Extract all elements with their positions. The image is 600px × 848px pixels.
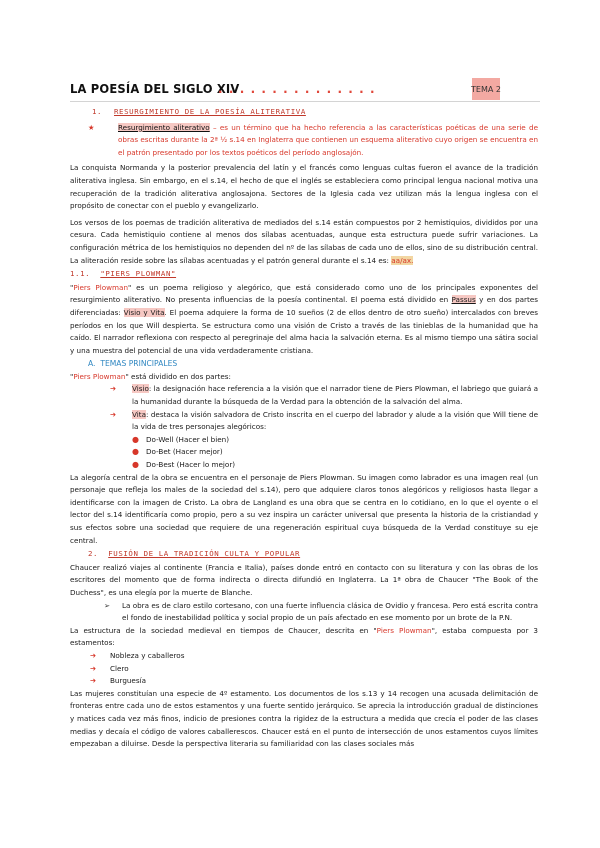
list-item: ➢ La obra es de claro estilo cortesano, con una fuerte influencia clásica de Ovidio y francesa. Pero está escrita contra el fondo de inestabilidad política y social propio de un país afectado en ese momento por un brote de la P.N. (104, 600, 538, 623)
list-item: ● Do-Well (Hacer el bien) (70, 434, 538, 447)
dot-bullet-icon: ● (132, 447, 139, 457)
list-item: ➔ Vita: destaca la visión salvadora de Cristo inscrita en el cuerpo del labrador y alude a la visión que Will tiene de la vida de tres personajes alegóricos: (110, 409, 538, 432)
list-item: ● Do-Best (Hacer lo mejor) (70, 459, 538, 472)
section-1-heading: 1. RESURGIMIENTO DE LA POESÍA ALITERATIVA (92, 107, 306, 116)
dot-bullet-icon: ● (132, 460, 139, 470)
arrow-bullet-icon: ➔ (90, 676, 97, 686)
list-item: ➔ Nobleza y caballeros (70, 650, 538, 663)
list-item: ➔ Burguesía (70, 675, 538, 688)
work-title: Piers Plowman (73, 282, 129, 292)
arrow-bullet-icon: ➔ (110, 409, 117, 419)
section-2-heading: 2. FUSIÓN DE LA TRADICIÓN CULTA Y POPULAR (88, 549, 301, 559)
dot-bullet-icon: ● (132, 434, 139, 444)
list-item: ● Do-Bet (Hacer mejor) (70, 446, 538, 459)
triangle-bullet-icon: ➢ (104, 600, 111, 610)
header-dots: ............... (218, 82, 381, 96)
definition-term: Resurgimiento aliterativo (118, 122, 210, 132)
paragraph: La estructura de la sociedad medieval en tiempos de Chaucer, descrita en "Piers Plowman", estaba compuesta por 3 estamentos: (70, 625, 539, 648)
subsection-heading: 1.1. "PIERS PLOWMAN" (70, 269, 177, 279)
paragraph: Chaucer realizó viajes al continente (Francia e Italia), países donde entró en contacto con su literatura y con las obras de los escritores del momento que de forma indirecta o directa difundió en Inglaterra. La 1ª obra de Chaucer "The Book of the Duchess", es una elegía por la muerte de Blanche. (70, 562, 538, 597)
document-body (70, 106, 538, 751)
paragraph: Los versos de los poemas de tradición aliterativa de mediados del s.14 están compuestos por 2 hemistiquios, divididos por una cesura. Cada hemistiquio contiene al menos dos sílabas acentuadas, aunque esta estructura puede sufrir variaciones. La configuración métrica de los hemistiquios no dependen del nº de las sílabas de cada uno de ellos, sino de su distribución central. La aliteración reside sobre las sílabas acentuadas y el patrón general durante el s.14 es: aa/ax. (70, 217, 538, 265)
paragraph: "Piers Plowman" está dividido en dos partes: (70, 371, 231, 381)
definition-text: – es un término que ha hecho referencia a las características poéticas de una serie de obras escritas durante la 2ª ½ s.14 en Inglaterra que contienen un esquema aliterativo cuyo origen se encuentra en el patrón presentado por los textos poéticos del período anglosajón. (118, 122, 538, 157)
paragraph: La alegoría central de la obra se encuentra en el personaje de Piers Plowman. Su imagen como labrador es una imagen real (un personaje que refleja los males de la sociedad del s.14), pero que adquiere claros tonos alegóricos y religiosos hasta llegar a identificarse con la imagen de Cristo. La obra de Langland es una obra que se centra en lo cotidiano, en lo que el oyente o el lector del s.14 identificaría como propio, pero a su vez inspira un carácter universal que presenta la historia de la cristiandad y sus efectos sobre una sociedad que requiere de una regeneración espiritual cuya búsqueda de la Verdad constituye su eje central. (70, 472, 538, 545)
alliteration-pattern: aa/ax. (391, 255, 414, 265)
list-item: ➔ Clero (70, 663, 538, 676)
paragraph: Las mujeres constituían una especie de 4º estamento. Los documentos de los s.13 y 14 recogen una acusada delimitación de fronteras entre cada uno de estos estamentos y una fuerte sentido jerárquico. Se aprecia la introducción gradual de distinciones y matices cada vez más finos, indicio de presiones contra la rigidez de la estructura a medida que crecía el poder de las clases medias y decaía el código de valores caballerescos. Chaucer está en el punto de intersección de unos estamentos cuyos límites empezaban a diluirse. Desde la perspectiva literaria su familiaridad con las clases sociales más (70, 688, 538, 749)
arrow-bullet-icon: ➔ (90, 663, 97, 673)
arrow-bullet-icon: ➔ (90, 650, 97, 660)
header-divider (70, 101, 540, 102)
themes-heading: A. TEMAS PRINCIPALES (88, 359, 178, 369)
paragraph: La conquista Normanda y la posterior prevalencia del latín y el francés como lenguas cultas fueron el avance de la tradición aliterativa inglesa. Sin embargo, en el s.14, el hecho de que el inglés se estableciera como principal lengua nacional motiva una recuperación de la tradición aliterativa anglosajona. Sectores de la Iglesia cada vez utilizan más la lengua inglesa con el propósito de conectar con el pueblo y evangelizarlo. (70, 163, 538, 211)
topic-tag: TEMA 2 (472, 78, 500, 100)
paragraph: "Piers Plowman" es un poema religioso y alegórico, que está considerado como uno de los principales exponentes del resurgimiento aliterativo. No presenta influencias de la poesía continental. El poema está dividido en Passus y en dos partes diferenciadas: Visio y Vita. El poema adquiere la forma de 10 sueños (2 de ellos dentro de otro sueño) intercalados con breves períodos en los que Will despierta. Se estructura como una visión de Cristo a través de las tinieblas de la humanidad que ha caído. El narrador reflexiona con respecto al peregrinaje del alma hacia la salvación eterna. Es al mismo tiempo una sátira social y una muestra del potencial de una vida verdaderamente cristiana. (70, 282, 538, 355)
page-header (70, 78, 540, 100)
page-title: LA POESÍA DEL SIGLO XIV (70, 81, 240, 96)
arrow-bullet-icon: ➔ (110, 384, 117, 394)
definition-item (70, 122, 538, 160)
list-item: ➔ Visio: la designación hace referencia a la visión que el narrador tiene de Piers Plowman, el labriego que guiará a la humanidad durante la búsqueda de la Verdad para la obtención de la salvación del alma. (110, 384, 538, 407)
star-bullet-icon: ★ (88, 122, 95, 132)
